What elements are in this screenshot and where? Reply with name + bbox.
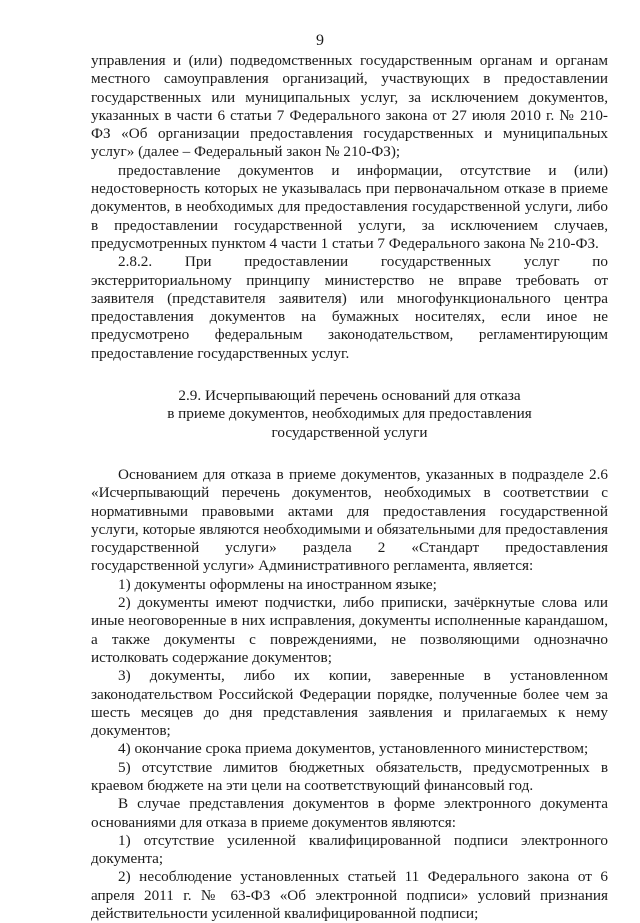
list-item-3: 3) документы, либо их копии, заверенные в установленном законодательством Российской Федерации порядке, полученные более чем за шесть месяцев до дня представления заявления и прилагаемых к нему документов; xyxy=(91,667,608,740)
electronic-list-item-2: 2) несоблюдение установленных статьей 11 Федерального закона от 6 апреля 2011 г. № 63-ФЗ «Об электронной подписи» условий признания действительности усиленной квалифицированной подписи; xyxy=(91,868,608,923)
paragraph-grounds-intro: Основанием для отказа в приеме документов, указанных в подразделе 2.6 «Исчерпывающий перечень документов, необходимых в соответствии с нормативными правовыми актами для предоставления государственной услуги, которые являются необходимыми и обязательными для предоставления государственной услуги» раздела 2 «Стандарт предоставления государственной услуги» Административного регламента, является: xyxy=(91,465,608,575)
list-item-2: 2) документы имеют подчистки, либо приписки, зачёркнутые слова или иные неоговоренные в них исправления, документы исполненные карандашом, а также документы с повреждениями, не позволяющими однозначно истолковать содержание документов; xyxy=(91,594,608,666)
heading-line: в приеме документов, необходимых для предоставления xyxy=(167,405,532,423)
section-heading-2-9 xyxy=(91,387,608,442)
electronic-list-item-1: 1) отсутствие усиленной квалифицированной подписи электронного документа; xyxy=(91,831,608,868)
list-item-1: 1) документы оформлены на иностранном языке; xyxy=(118,575,437,593)
heading-line: государственной услуги xyxy=(271,423,428,441)
heading-line: 2.9. Исчерпывающий перечень оснований для отказа xyxy=(178,387,521,405)
document-body xyxy=(91,52,608,923)
list-item-5: 5) отсутствие лимитов бюджетных обязательств, предусмотренных в краевом бюджете на эти цели на соответствующий финансовый год. xyxy=(91,758,608,794)
page-number: 9 xyxy=(316,32,324,49)
paragraph-documents-info: предоставление документов и информации, отсутствие и (или) недостоверность которых не указывалась при первоначальном отказе в приеме документов, в необходимых для предоставления государственной услуги, либо в предоставлении государственной услуги, за исключением случаев, предусмотренных пунктом 4 части 1 статьи 7 Федерального закона № 210-ФЗ. xyxy=(91,161,608,252)
list-item-4: 4) окончание срока приема документов, установленного министерством; xyxy=(118,740,589,758)
paragraph-continuation: управления и (или) подведомственных государственным органам и органам местного самоуправления организаций, участвующих в предоставлении государственных или муниципальных услуг, за исключением документов, указанных в части 6 статьи 7 Федерального закона от 27 июля 2010 г. № 210-ФЗ «Об организации предоставления государственных и муниципальных услуг» (далее – Федеральный закон № 210-ФЗ); xyxy=(91,52,608,161)
paragraph-2-8-2: 2.8.2. При предоставлении государственных услуг по экстерриториальному принципу министерство не вправе требовать от заявителя (представителя заявителя) или многофункционального центра предоставления документов на бумажных носителях, если иное не предусмотрено федеральным законодательством, регламентирующим предоставление государственных услуг. xyxy=(91,253,608,362)
paragraph-electronic-grounds: В случае представления документов в форме электронного документа основаниями для отказа в приеме документов являются: xyxy=(91,795,608,831)
